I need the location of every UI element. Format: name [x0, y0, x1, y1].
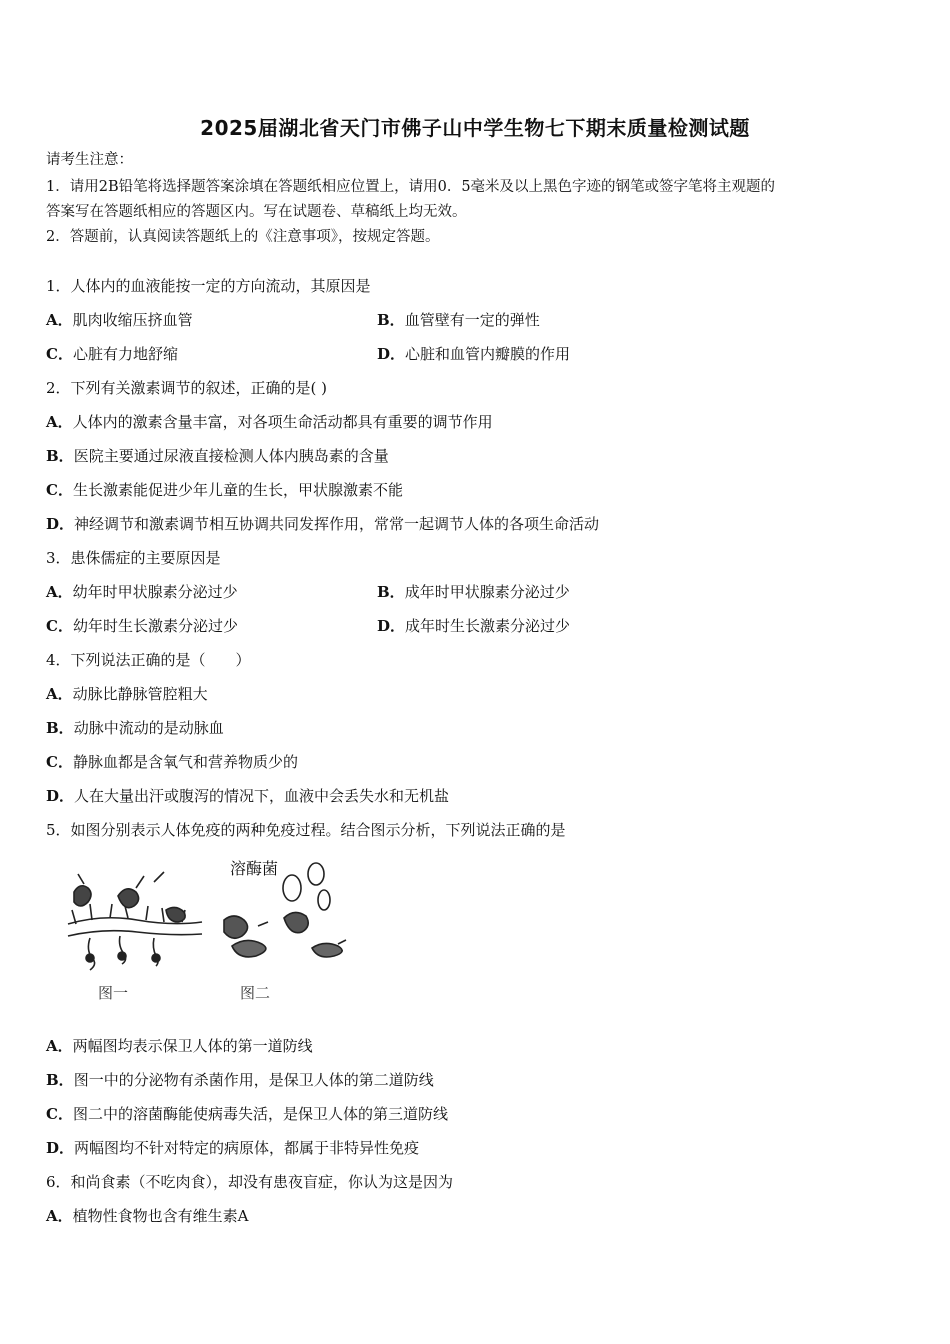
notice-heading: 请考生注意：	[46, 152, 133, 168]
option-label: C．	[46, 481, 73, 499]
option-label: D．	[46, 1139, 75, 1157]
q4-option-a[interactable]	[46, 684, 208, 704]
figure-one-drawing	[68, 872, 202, 970]
immune-figure	[62, 852, 362, 1010]
option-label: C．	[46, 617, 73, 635]
q4-option-b[interactable]	[46, 718, 224, 738]
question-2-stem: 2．下列有关激素调节的叙述，正确的是( )	[46, 379, 328, 397]
option-label: A．	[46, 311, 73, 329]
option-text: 植物性食物也含有维生素A	[72, 1207, 249, 1225]
option-label: D．	[377, 345, 406, 363]
q6-option-a[interactable]	[46, 1206, 248, 1226]
option-label: A．	[46, 583, 73, 601]
notice-line-1a: 1．请用2B铅笔将选择题答案涂填在答题纸相应位置上，请用0．5毫米及以上黑色字迹的钢笔或签字笔将主观题的	[46, 179, 776, 195]
q3-option-b[interactable]	[377, 582, 570, 602]
q5-option-c[interactable]	[46, 1104, 448, 1124]
option-text: 两幅图均不针对特定的病原体，都属于非特异性免疫	[74, 1139, 420, 1157]
q3-option-a[interactable]	[46, 582, 238, 602]
option-label: C．	[46, 753, 73, 771]
option-text: 医院主要通过尿液直接检测人体内胰岛素的含量	[73, 447, 389, 465]
option-label: D．	[46, 787, 75, 805]
q1-option-b[interactable]	[377, 310, 540, 330]
option-text: 静脉血都是含氧气和营养物质少的	[72, 753, 298, 771]
figure-caption-two: 图二	[240, 985, 271, 1002]
option-text: 神经调节和激素调节相互协调共同发挥作用，常常一起调节人体的各项生命活动	[74, 515, 600, 533]
q2-option-a[interactable]	[46, 412, 493, 432]
option-label: A．	[46, 1207, 73, 1225]
q3-option-c[interactable]	[46, 616, 238, 636]
option-label: B．	[377, 311, 405, 329]
q4-option-d[interactable]	[46, 786, 449, 806]
option-label: A．	[46, 413, 73, 431]
q1-option-c[interactable]	[46, 344, 178, 364]
option-label: C．	[46, 345, 73, 363]
option-text: 成年时生长激素分泌过少	[405, 617, 571, 635]
option-text: 人体内的激素含量丰富，对各项生命活动都具有重要的调节作用	[72, 413, 493, 431]
option-text: 两幅图均表示保卫人体的第一道防线	[72, 1037, 313, 1055]
option-text: 图一中的分泌物有杀菌作用，是保卫人体的第二道防线	[73, 1071, 434, 1089]
page-title: 2025届湖北省天门市佛子山中学生物七下期末质量检测试题	[200, 116, 750, 140]
question-4-stem: 4．下列说法正确的是（ ）	[46, 651, 251, 669]
option-label: A．	[46, 685, 73, 703]
question-1-stem: 1．人体内的血液能按一定的方向流动，其原因是	[46, 277, 371, 295]
option-text: 人在大量出汗或腹泻的情况下，血液中会丢失水和无机盐	[74, 787, 450, 805]
option-text: 血管壁有一定的弹性	[404, 311, 540, 329]
q5-option-a[interactable]	[46, 1036, 313, 1056]
q2-option-d[interactable]	[46, 514, 599, 534]
q1-option-d[interactable]	[377, 344, 570, 364]
q5-option-b[interactable]	[46, 1070, 434, 1090]
option-text: 生长激素能促进少年儿童的生长，甲状腺激素不能	[72, 481, 403, 499]
q1-option-a[interactable]	[46, 310, 193, 330]
option-text: 动脉比静脉管腔粗大	[72, 685, 208, 703]
question-6-stem: 6．和尚食素（不吃肉食），却没有患夜盲症，你认为这是因为	[46, 1173, 454, 1191]
option-text: 肌肉收缩压挤血管	[72, 311, 193, 329]
option-label: D．	[46, 515, 75, 533]
q5-option-d[interactable]	[46, 1138, 419, 1158]
question-3-stem: 3．患侏儒症的主要原因是	[46, 549, 221, 567]
q3-option-d[interactable]	[377, 616, 570, 636]
notice-line-1b: 答案写在答题纸相应的答题区内。写在试题卷、草稿纸上均无效。	[46, 204, 467, 220]
option-label: D．	[377, 617, 406, 635]
question-5-stem: 5．如图分别表示人体免疫的两种免疫过程。结合图示分析，下列说法正确的是	[46, 821, 566, 839]
option-label: A．	[46, 1037, 73, 1055]
q2-option-c[interactable]	[46, 480, 403, 500]
option-label: B．	[46, 1071, 74, 1089]
option-label: B．	[46, 719, 74, 737]
figure-caption-one: 图一	[98, 985, 129, 1002]
option-text: 幼年时生长激素分泌过少	[72, 617, 238, 635]
q4-option-c[interactable]	[46, 752, 298, 772]
option-text: 图二中的溶菌酶能使病毒失活，是保卫人体的第三道防线	[72, 1105, 448, 1123]
option-text: 幼年时甲状腺素分泌过少	[72, 583, 238, 601]
option-label: B．	[377, 583, 405, 601]
option-text: 成年时甲状腺素分泌过少	[404, 583, 570, 601]
notice-line-2: 2．答题前，认真阅读答题纸上的《注意事项》，按规定答题。	[46, 229, 440, 245]
option-label: C．	[46, 1105, 73, 1123]
q2-option-b[interactable]	[46, 446, 389, 466]
option-label: B．	[46, 447, 74, 465]
option-text: 动脉中流动的是动脉血	[73, 719, 224, 737]
figure-label-lysozyme: 溶酶菌	[230, 861, 279, 878]
option-text: 心脏有力地舒缩	[72, 345, 178, 363]
option-text: 心脏和血管内瓣膜的作用	[405, 345, 571, 363]
